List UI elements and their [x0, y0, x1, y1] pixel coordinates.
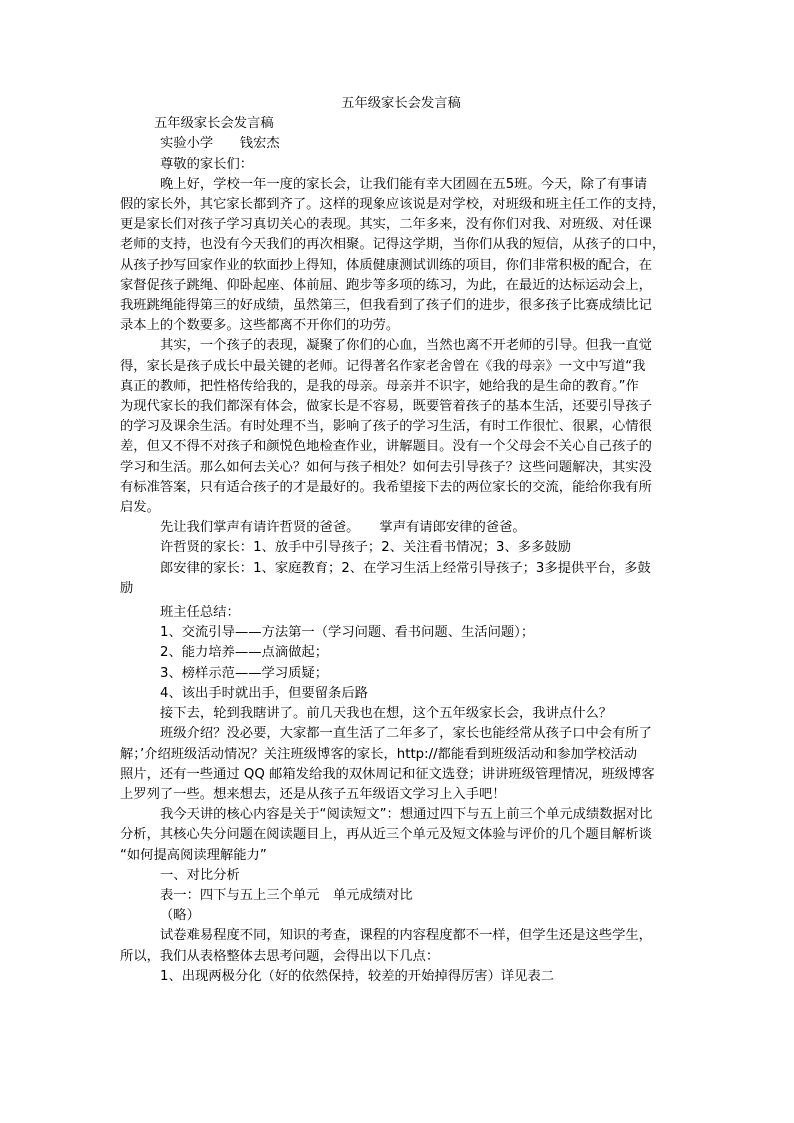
paragraph-class-intro	[120, 724, 682, 805]
author-line: 实验小学 钱宏杰	[160, 136, 280, 152]
text-line: 为现代家长的我们都深有体会，做家长是不容易，既要管着孩子的基本生活，还要引导孩子	[120, 399, 652, 415]
text-line: 更是家长们对孩子学习真切关心的表现。其实，二年多来，没有你们对我、对班级、对任课	[120, 217, 652, 233]
paragraph-parents-role	[120, 336, 682, 518]
text-line: 其实，一个孩子的表现，凝聚了你们的心血，当然也离不开老师的引导。但我一直觉	[160, 338, 652, 354]
list-item: 2、能力培养——点滴做起；	[160, 645, 329, 661]
omitted-note: （略）	[160, 908, 200, 924]
text-line: 假的家长外，其它家长都到齐了。这样的现象应该说是对学校，对班级和班主任工作的支持，	[120, 197, 666, 213]
paragraph-analysis	[120, 926, 682, 966]
text-line: 有标准答案，只有适合孩子的才是最好的。我希望接下去的两位家长的交流，能给你我有所	[120, 479, 652, 495]
table-caption: 表一：四下与五上三个单元 单元成绩对比	[160, 887, 413, 903]
text-line: 班级介绍？没必要，大家都一直生活了二年多了，家长也能经常从孩子口中会有所了	[160, 726, 652, 742]
text-line: 真正的教师，把性格传给我的，是我的母亲。母亲并不识字，她给我的是生命的教育。”作	[120, 378, 639, 394]
text-line: 所以，我们从表格整体去思考问题，会得出以下几点：	[120, 948, 440, 964]
text-line: 的学习及课余生活。有时处理不当，影响了孩子的学习生活，有时工作很忙、很累，心情很	[120, 419, 652, 435]
text-line: 解；’介绍班级活动情况？关注班级博客的家长，http://都能看到班级活动和参加学校活动	[120, 746, 637, 762]
text-line: 启发。	[120, 500, 160, 516]
list-item: 4、该出手时就出手，但要留条后路	[160, 685, 368, 701]
summary-heading: 班主任总结：	[160, 605, 240, 621]
section-heading: 一、对比分析	[160, 867, 240, 883]
subtitle: 五年级家长会发言稿	[154, 116, 274, 132]
text-line: 差，但又不得不对孩子和颜悦色地检查作业，讲解题目。没有一个父母会不关心自己孩子的	[120, 439, 652, 455]
text-line: 录本上的个数要多。这些都离不开你们的功劳。	[120, 318, 400, 334]
text-line: 家督促孩子跳绳、仰卧起座、体前屈、跑步等多项的练习，为此，在最近的达标运动会上，	[120, 277, 652, 293]
text-line: 分析，其核心失分问题在阅读题目上，再从近三个单元及短文体验与评价的几个题目解析谈	[120, 827, 652, 843]
text-line: 试卷难易程度不同，知识的考查，课程的内容程度都不一样，但学生还是这些学生，	[160, 928, 652, 944]
summary-list	[120, 623, 682, 704]
page-title: 五年级家长会发言稿	[341, 96, 461, 111]
greeting: 尊敬的家长们：	[160, 156, 254, 172]
text-line: 学习和生活。那么如何去关心？如何与孩子相处？如何去引导孩子？这些问题解决，其实没	[120, 459, 652, 475]
applause-line: 先让我们掌声有请许哲贤的爸爸。 掌声有请郎安律的爸爸。	[160, 520, 526, 536]
document-page	[120, 94, 682, 987]
parent-lang-points-cont: 励	[120, 580, 134, 596]
analysis-point: 1、出现两极分化（好的依然保持，较差的开始掉得厉害）详见表二	[160, 968, 555, 984]
paragraph-opening	[120, 175, 682, 337]
text-line: 我今天讲的核心内容是关于“阅读短文”：想通过四下与五上前三个单元成绩数据对比	[160, 807, 653, 823]
text-line: 我班跳绳能得第三的好成绩，虽然第三，但我看到了孩子们的进步，很多孩子比赛成绩比记	[120, 298, 652, 314]
list-item: 3、榜样示范——学习质疑；	[160, 665, 329, 681]
parent-lang-points: 郎安律的家长：1、家庭教育；2、在学习生活上经常引导孩子；3多提供平台，多鼓	[160, 560, 651, 576]
text-line: 晚上好，学校一年一度的家长会，让我们能有幸大团圆在五5班。今天，除了有事请	[160, 176, 648, 192]
parent-xu-points: 许哲贤的家长：1、放手中引导孩子；2、关注看书情况；3、多多鼓励	[160, 540, 571, 556]
transition-line: 接下去，轮到我瞎讲了。前几天我也在想，这个五年级家长会，我讲点什么？	[160, 706, 613, 722]
paragraph-core-topic	[120, 805, 682, 866]
text-line: 照片，还有一些通过 QQ 邮箱发给我的双休周记和征文选登；讲讲班级管理情况，班级博客	[120, 766, 655, 782]
text-line: 得，家长是孩子成长中最关键的老师。记得著名作家老舍曾在《我的母亲》一文中写道“我	[120, 358, 646, 374]
list-item: 1、交流引导——方法第一（学习问题、看书问题、生活问题）；	[160, 625, 535, 641]
text-line: 上罗列了一些。想来想去，还是从孩子五年级语文学习上入手吧！	[120, 786, 506, 802]
text-line: “如何提高阅读理解能力”	[120, 847, 267, 863]
text-line: 从孩子抄写回家作业的软面抄上得知，体质健康测试训练的项目，你们非常积极的配合，在	[120, 257, 652, 273]
text-line: 老师的支持，也没有今天我们的再次相聚。记得这学期，当你们从我的短信，从孩子的口中，	[120, 237, 666, 253]
